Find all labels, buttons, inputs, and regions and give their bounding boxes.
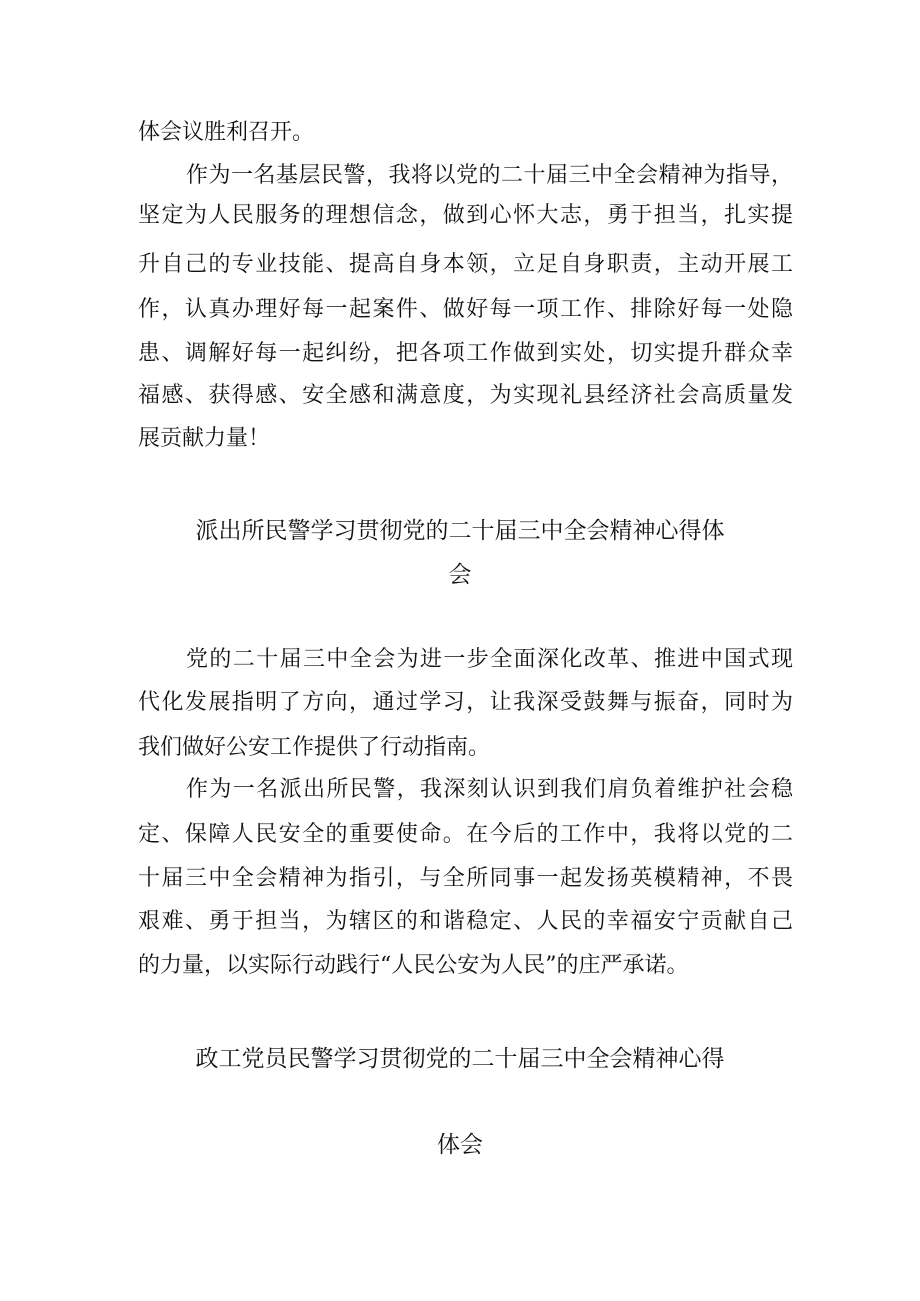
section-title: 派出所民警学习贯彻党的二十届三中全会精神心得体 xyxy=(195,518,725,544)
section-title: 政工党员民警学习贯彻党的二十届三中全会精神心得 xyxy=(195,1046,725,1072)
section-title-continued: 体会 xyxy=(437,1132,483,1158)
paragraph-line: 党的二十届三中全会为进一步全面深化改革、推进中国式现 xyxy=(186,647,793,672)
paragraph-line: 作，认真办理好每一起案件、做好每一项工作、排除好每一处隐 xyxy=(138,297,793,322)
paragraph-line: 展贡献力量！ xyxy=(138,426,271,451)
paragraph-line: 作为一名基层民警，我将以党的二十届三中全会精神为指导， xyxy=(186,163,793,188)
section-title-continued: 会 xyxy=(448,562,472,588)
paragraph-line: 的力量，以实际行动践行“人民公安为人民”的庄严承诺。 xyxy=(138,953,689,978)
paragraph-line: 我们做好公安工作提供了行动指南。 xyxy=(138,735,491,760)
paragraph-line: 福感、获得感、安全感和满意度，为实现礼县经济社会高质量发 xyxy=(138,383,793,408)
paragraph-line: 作为一名派出所民警，我深刻认识到我们肩负着维护社会稳 xyxy=(186,777,793,802)
paragraph-line: 代化发展指明了方向，通过学习，让我深受鼓舞与振奋，同时为 xyxy=(138,690,793,715)
paragraph-line: 患、调解好每一起纠纷，把各项工作做到实处，切实提升群众幸 xyxy=(138,341,793,366)
paragraph-line: 定、保障人民安全的重要使命。在今后的工作中，我将以党的二 xyxy=(138,822,793,847)
paragraph-line: 坚定为人民服务的理想信念，做到心怀大志，勇于担当，扎实提 xyxy=(138,203,793,228)
paragraph-line: 体会议胜利召开。 xyxy=(138,120,315,145)
paragraph-line: 十届三中全会精神为指引，与全所同事一起发扬英模精神，不畏 xyxy=(138,866,793,891)
paragraph-line: 艰难、勇于担当，为辖区的和谐稳定、人民的幸福安宁贡献自己 xyxy=(138,909,793,934)
paragraph-line: 升自己的专业技能、提高自身本领，立足自身职责，主动开展工 xyxy=(138,252,793,277)
